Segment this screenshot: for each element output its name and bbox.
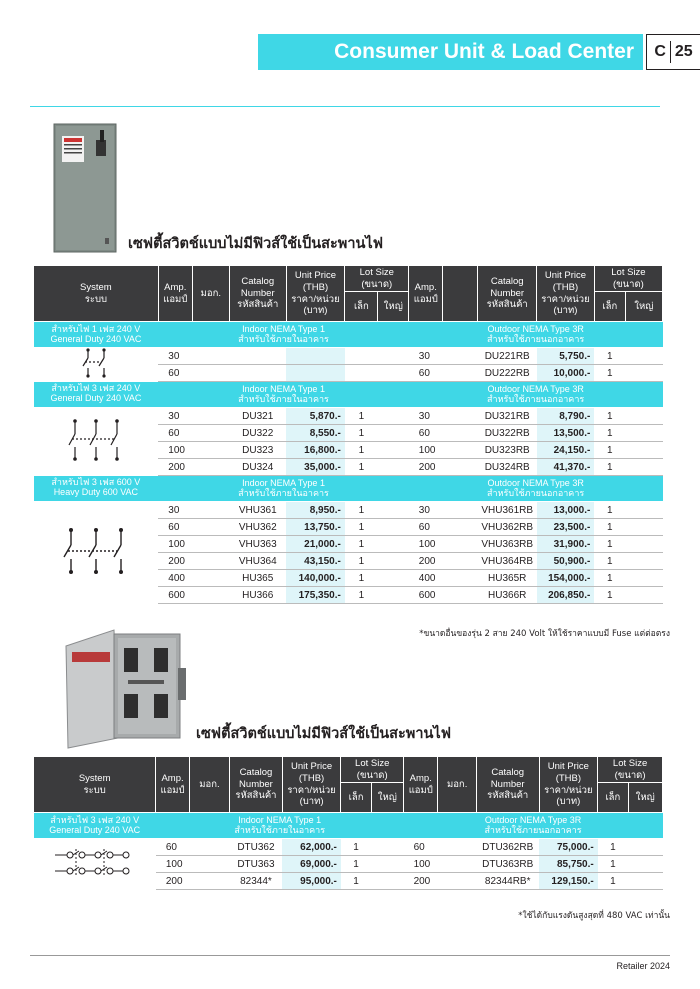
col-amp: Amp. แอมป์ xyxy=(158,266,192,322)
t2-col-lot-small: เล็ก xyxy=(341,783,371,813)
catalog-cell-2: DTU363RB xyxy=(476,856,539,873)
amp-cell-2: 60 xyxy=(409,365,443,382)
mok-cell xyxy=(192,425,229,442)
tab-divider xyxy=(670,41,671,63)
col-lot-big: ใหญ่ xyxy=(378,292,409,322)
lot-big-cell-2 xyxy=(625,408,662,425)
lot-small-cell: 1 xyxy=(345,502,378,519)
col-price-2: Unit Price (THB) ราคา/หน่วย (บาท) xyxy=(537,266,595,322)
t2-col-lot: Lot Size (ขนาด) xyxy=(341,757,404,783)
mok-cell xyxy=(192,536,229,553)
price-cell-2: 85,750.- xyxy=(539,856,598,873)
lot-small-cell: 1 xyxy=(341,839,371,856)
t2-col-amp: Amp. แอมป์ xyxy=(156,757,189,813)
amp-cell: 100 xyxy=(158,442,192,459)
lot-small-cell-2: 1 xyxy=(594,519,625,536)
mok-cell-2 xyxy=(438,873,476,890)
amp-cell-2: 60 xyxy=(404,839,438,856)
table-row xyxy=(34,348,663,365)
mok-cell xyxy=(192,502,229,519)
safety-switch-open-photo xyxy=(62,628,188,750)
catalog-cell: VHU362 xyxy=(229,519,286,536)
system-label: สำหรับไฟ 3 เฟส 240 V General Duty 240 VAC xyxy=(34,813,156,839)
t2-col-lot-big-2: ใหญ่ xyxy=(628,783,662,813)
price-cell-2: 24,150.- xyxy=(537,442,595,459)
catalog-cell-2: DU222RB xyxy=(478,365,537,382)
catalog-cell-2: 82344RB* xyxy=(476,873,539,890)
col-mok: มอก. xyxy=(192,266,229,322)
mok-cell xyxy=(192,519,229,536)
header-rule xyxy=(30,106,660,107)
t2-col-system: System ระบบ xyxy=(34,757,156,813)
amp-cell: 30 xyxy=(158,408,192,425)
lot-big-cell xyxy=(378,570,409,587)
t2-col-amp-2: Amp. แอมป์ xyxy=(404,757,438,813)
catalog-cell-2: DU322RB xyxy=(478,425,537,442)
price-cell: 140,000.- xyxy=(286,570,345,587)
amp-cell: 100 xyxy=(156,856,189,873)
indoor-label: Indoor NEMA Type 1 สำหรับใช้ภายในอาคาร xyxy=(158,322,409,348)
outdoor-label: Outdoor NEMA Type 3R สำหรับใช้ภายนอกอาคาร xyxy=(409,476,663,502)
amp-cell: 30 xyxy=(158,348,192,365)
col-lot-small: เล็ก xyxy=(345,292,378,322)
mok-cell xyxy=(192,442,229,459)
lot-big-cell-2 xyxy=(628,856,662,873)
wiring-diagram-icon xyxy=(34,839,156,890)
mok-cell-2 xyxy=(443,442,478,459)
wiring-diagram-icon xyxy=(34,348,159,382)
lot-small-cell: 1 xyxy=(345,425,378,442)
lot-small-cell: 1 xyxy=(345,536,378,553)
section1-title: เซฟตี้สวิตช์แบบไม่มีฟิวส์ใช้เป็นสะพานไฟ xyxy=(128,236,383,252)
catalog-cell-2: HU366R xyxy=(478,587,537,604)
lot-big-cell xyxy=(378,408,409,425)
amp-cell: 400 xyxy=(158,570,192,587)
price-cell-2: 50,900.- xyxy=(537,553,595,570)
catalog-cell-2: DU324RB xyxy=(478,459,537,476)
price-cell-2: 10,000.- xyxy=(537,365,595,382)
page-title: Consumer Unit & Load Center xyxy=(334,40,634,63)
lot-big-cell-2 xyxy=(625,553,662,570)
amp-cell: 600 xyxy=(158,587,192,604)
lot-big-cell-2 xyxy=(625,442,662,459)
lot-big-cell-2 xyxy=(628,839,662,856)
lot-big-cell-2 xyxy=(625,502,662,519)
lot-small-cell: 1 xyxy=(341,856,371,873)
mok-cell xyxy=(192,570,229,587)
catalog-cell-2: VHU361RB xyxy=(478,502,537,519)
mok-cell xyxy=(192,587,229,604)
lot-small-cell-2: 1 xyxy=(594,408,625,425)
lot-small-cell xyxy=(345,365,378,382)
lot-big-cell xyxy=(371,856,403,873)
category-row xyxy=(34,813,663,839)
lot-big-cell-2 xyxy=(625,587,662,604)
indoor-label: Indoor NEMA Type 1 สำหรับใช้ภายในอาคาร xyxy=(156,813,404,839)
amp-cell: 60 xyxy=(156,839,189,856)
price-cell-2: 5,750.- xyxy=(537,348,595,365)
footer-rule xyxy=(30,955,670,956)
t2-col-lot-small-2: เล็ก xyxy=(598,783,628,813)
catalog-cell: DU324 xyxy=(229,459,286,476)
amp-cell-2: 600 xyxy=(409,587,443,604)
lot-small-cell: 1 xyxy=(345,442,378,459)
lot-small-cell: 1 xyxy=(345,570,378,587)
lot-big-cell xyxy=(378,587,409,604)
safety-switch-photo xyxy=(50,120,120,255)
lot-big-cell-2 xyxy=(625,365,662,382)
col-price: Unit Price (THB) ราคา/หน่วย (บาท) xyxy=(286,266,345,322)
amp-cell: 200 xyxy=(158,459,192,476)
lot-big-cell-2 xyxy=(628,873,662,890)
catalog-cell-2: HU365R xyxy=(478,570,537,587)
col-blank-2 xyxy=(443,266,478,322)
price-table-2 xyxy=(33,756,663,890)
t2-col-catalog-2: Catalog Number รหัสสินค้า xyxy=(476,757,539,813)
lot-small-cell: 1 xyxy=(341,873,371,890)
amp-cell-2: 60 xyxy=(409,519,443,536)
mok-cell-2 xyxy=(443,536,478,553)
col-lot: Lot Size (ขนาด) xyxy=(345,266,409,292)
lot-small-cell: 1 xyxy=(345,587,378,604)
lot-small-cell-2: 1 xyxy=(598,839,628,856)
amp-cell-2: 100 xyxy=(409,442,443,459)
catalog-cell: 82344* xyxy=(230,873,283,890)
catalog-cell-2: DTU362RB xyxy=(476,839,539,856)
section-page-tab xyxy=(646,34,700,70)
lot-small-cell-2: 1 xyxy=(594,459,625,476)
lot-small-cell-2: 1 xyxy=(594,570,625,587)
amp-cell: 30 xyxy=(158,502,192,519)
page-number: 25 xyxy=(674,43,693,60)
catalog-cell xyxy=(229,348,286,365)
mok-cell xyxy=(192,365,229,382)
mok-cell-2 xyxy=(438,856,476,873)
mok-cell xyxy=(192,408,229,425)
t2-col-mok: มอก. xyxy=(189,757,229,813)
lot-big-cell-2 xyxy=(625,348,662,365)
catalog-cell: VHU363 xyxy=(229,536,286,553)
catalog-cell: DTU363 xyxy=(230,856,283,873)
category-row xyxy=(34,476,663,502)
amp-cell: 60 xyxy=(158,519,192,536)
col-system: System ระบบ xyxy=(34,266,159,322)
amp-cell-2: 400 xyxy=(409,570,443,587)
lot-big-cell xyxy=(378,502,409,519)
catalog-cell-2: VHU364RB xyxy=(478,553,537,570)
price-cell-2: 129,150.- xyxy=(539,873,598,890)
col-lot-small-2: เล็ก xyxy=(594,292,625,322)
col-lot-2: Lot Size (ขนาด) xyxy=(594,266,662,292)
lot-small-cell-2: 1 xyxy=(594,502,625,519)
lot-small-cell xyxy=(345,348,378,365)
lot-big-cell xyxy=(371,873,403,890)
outdoor-label: Outdoor NEMA Type 3R สำหรับใช้ภายนอกอาคาร xyxy=(404,813,663,839)
indoor-label: Indoor NEMA Type 1 สำหรับใช้ภายในอาคาร xyxy=(158,382,409,408)
lot-big-cell xyxy=(378,536,409,553)
section2-note: *ใช้ได้กับแรงดันสูงสุดที่ 480 VAC เท่านั้น xyxy=(518,911,670,921)
lot-big-cell-2 xyxy=(625,536,662,553)
col-amp-2: Amp. แอมป์ xyxy=(409,266,443,322)
section1-note: *ขนาดอื่นของรุ่น 2 สาย 240 Volt ให้ใช้ราคาแบบมี Fuse แต่ต่อตรง xyxy=(419,629,670,639)
price-cell: 95,000.- xyxy=(282,873,341,890)
lot-big-cell xyxy=(378,442,409,459)
lot-small-cell-2: 1 xyxy=(594,348,625,365)
mok-cell-2 xyxy=(443,587,478,604)
catalog-cell: HU365 xyxy=(229,570,286,587)
table-row xyxy=(34,408,663,425)
lot-big-cell-2 xyxy=(625,459,662,476)
price-table-1 xyxy=(33,265,663,604)
price-cell-2: 23,500.- xyxy=(537,519,595,536)
price-cell: 43,150.- xyxy=(286,553,345,570)
amp-cell-2: 200 xyxy=(409,553,443,570)
amp-cell-2: 100 xyxy=(409,536,443,553)
lot-small-cell: 1 xyxy=(345,459,378,476)
mok-cell-2 xyxy=(443,502,478,519)
t2-col-lot-big: ใหญ่ xyxy=(371,783,403,813)
lot-big-cell xyxy=(378,425,409,442)
catalog-cell-2: DU321RB xyxy=(478,408,537,425)
amp-cell: 60 xyxy=(158,365,192,382)
price-cell: 13,750.- xyxy=(286,519,345,536)
price-cell xyxy=(286,365,345,382)
mok-cell-2 xyxy=(443,408,478,425)
section-letter: C xyxy=(654,43,666,60)
lot-big-cell-2 xyxy=(625,425,662,442)
amp-cell-2: 30 xyxy=(409,502,443,519)
catalog-cell: HU366 xyxy=(229,587,286,604)
lot-big-cell-2 xyxy=(625,570,662,587)
table-row xyxy=(34,502,663,519)
wiring-diagram-icon xyxy=(34,502,159,604)
mok-cell-2 xyxy=(438,839,476,856)
price-cell-2: 13,500.- xyxy=(537,425,595,442)
price-cell: 62,000.- xyxy=(282,839,341,856)
amp-cell-2: 30 xyxy=(409,408,443,425)
lot-small-cell-2: 1 xyxy=(594,425,625,442)
mok-cell-2 xyxy=(443,425,478,442)
amp-cell: 60 xyxy=(158,425,192,442)
amp-cell-2: 200 xyxy=(404,873,438,890)
outdoor-label: Outdoor NEMA Type 3R สำหรับใช้ภายนอกอาคาร xyxy=(409,322,663,348)
category-row xyxy=(34,322,663,348)
t2-col-price: Unit Price (THB) ราคา/หน่วย (บาท) xyxy=(282,757,341,813)
amp-cell: 200 xyxy=(158,553,192,570)
mok-cell xyxy=(189,839,229,856)
t2-col-catalog: Catalog Number รหัสสินค้า xyxy=(230,757,283,813)
lot-small-cell-2: 1 xyxy=(594,442,625,459)
price-cell-2: 206,850.- xyxy=(537,587,595,604)
catalog-cell-2: DU323RB xyxy=(478,442,537,459)
catalog-cell-2: DU221RB xyxy=(478,348,537,365)
catalog-cell-2: VHU363RB xyxy=(478,536,537,553)
amp-cell-2: 60 xyxy=(409,425,443,442)
price-cell-2: 75,000.- xyxy=(539,839,598,856)
system-label: สำหรับไฟ 3 เฟส 240 V General Duty 240 VAC xyxy=(34,382,159,408)
mok-cell-2 xyxy=(443,553,478,570)
amp-cell-2: 30 xyxy=(409,348,443,365)
price-cell: 5,870.- xyxy=(286,408,345,425)
price-cell: 21,000.- xyxy=(286,536,345,553)
lot-small-cell-2: 1 xyxy=(594,553,625,570)
t2-col-price-2: Unit Price (THB) ราคา/หน่วย (บาท) xyxy=(539,757,598,813)
system-label: สำหรับไฟ 1 เฟส 240 V General Duty 240 VAC xyxy=(34,322,159,348)
lot-big-cell-2 xyxy=(625,519,662,536)
lot-big-cell xyxy=(371,839,403,856)
catalog-cell: VHU361 xyxy=(229,502,286,519)
price-cell: 16,800.- xyxy=(286,442,345,459)
mok-cell-2 xyxy=(443,459,478,476)
catalog-cell: DU321 xyxy=(229,408,286,425)
price-cell-2: 154,000.- xyxy=(537,570,595,587)
price-cell-2: 41,370.- xyxy=(537,459,595,476)
t2-col-lot-2: Lot Size (ขนาด) xyxy=(598,757,663,783)
price-cell: 8,950.- xyxy=(286,502,345,519)
mok-cell xyxy=(189,873,229,890)
mok-cell xyxy=(192,553,229,570)
lot-small-cell-2: 1 xyxy=(598,856,628,873)
lot-small-cell: 1 xyxy=(345,408,378,425)
mok-cell xyxy=(192,348,229,365)
lot-small-cell: 1 xyxy=(345,519,378,536)
wiring-diagram-icon xyxy=(34,408,159,476)
price-cell: 35,000.- xyxy=(286,459,345,476)
catalog-cell: DU322 xyxy=(229,425,286,442)
amp-cell: 200 xyxy=(156,873,189,890)
col-lot-big-2: ใหญ่ xyxy=(625,292,662,322)
mok-cell xyxy=(189,856,229,873)
price-cell-2: 31,900.- xyxy=(537,536,595,553)
price-cell: 69,000.- xyxy=(282,856,341,873)
lot-small-cell-2: 1 xyxy=(594,587,625,604)
lot-big-cell xyxy=(378,553,409,570)
mok-cell-2 xyxy=(443,519,478,536)
category-row xyxy=(34,382,663,408)
system-label: สำหรับไฟ 3 เฟส 600 V Heavy Duty 600 VAC xyxy=(34,476,159,502)
catalog-cell xyxy=(229,365,286,382)
price-cell-2: 13,000.- xyxy=(537,502,595,519)
lot-big-cell xyxy=(378,348,409,365)
lot-small-cell-2: 1 xyxy=(594,536,625,553)
lot-small-cell: 1 xyxy=(345,553,378,570)
outdoor-label: Outdoor NEMA Type 3R สำหรับใช้ภายนอกอาคาร xyxy=(409,382,663,408)
mok-cell-2 xyxy=(443,348,478,365)
col-catalog: Catalog Number รหัสสินค้า xyxy=(229,266,286,322)
price-cell: 8,550.- xyxy=(286,425,345,442)
mok-cell xyxy=(192,459,229,476)
col-catalog-2: Catalog Number รหัสสินค้า xyxy=(478,266,537,322)
amp-cell-2: 100 xyxy=(404,856,438,873)
amp-cell-2: 200 xyxy=(409,459,443,476)
price-cell xyxy=(286,348,345,365)
price-cell-2: 8,790.- xyxy=(537,408,595,425)
footer-text: Retailer 2024 xyxy=(616,961,670,971)
t2-col-mok-2: มอก. xyxy=(438,757,476,813)
lot-small-cell-2: 1 xyxy=(594,365,625,382)
catalog-cell-2: VHU362RB xyxy=(478,519,537,536)
table-row xyxy=(34,839,663,856)
mok-cell-2 xyxy=(443,570,478,587)
lot-big-cell xyxy=(378,519,409,536)
indoor-label: Indoor NEMA Type 1 สำหรับใช้ภายในอาคาร xyxy=(158,476,409,502)
mok-cell-2 xyxy=(443,365,478,382)
catalog-cell: DTU362 xyxy=(230,839,283,856)
amp-cell: 100 xyxy=(158,536,192,553)
lot-big-cell xyxy=(378,459,409,476)
price-cell: 175,350.- xyxy=(286,587,345,604)
lot-big-cell xyxy=(378,365,409,382)
catalog-cell: VHU364 xyxy=(229,553,286,570)
lot-small-cell-2: 1 xyxy=(598,873,628,890)
section2-title: เซฟตี้สวิตช์แบบไม่มีฟิวส์ใช้เป็นสะพานไฟ xyxy=(196,726,451,742)
catalog-cell: DU323 xyxy=(229,442,286,459)
